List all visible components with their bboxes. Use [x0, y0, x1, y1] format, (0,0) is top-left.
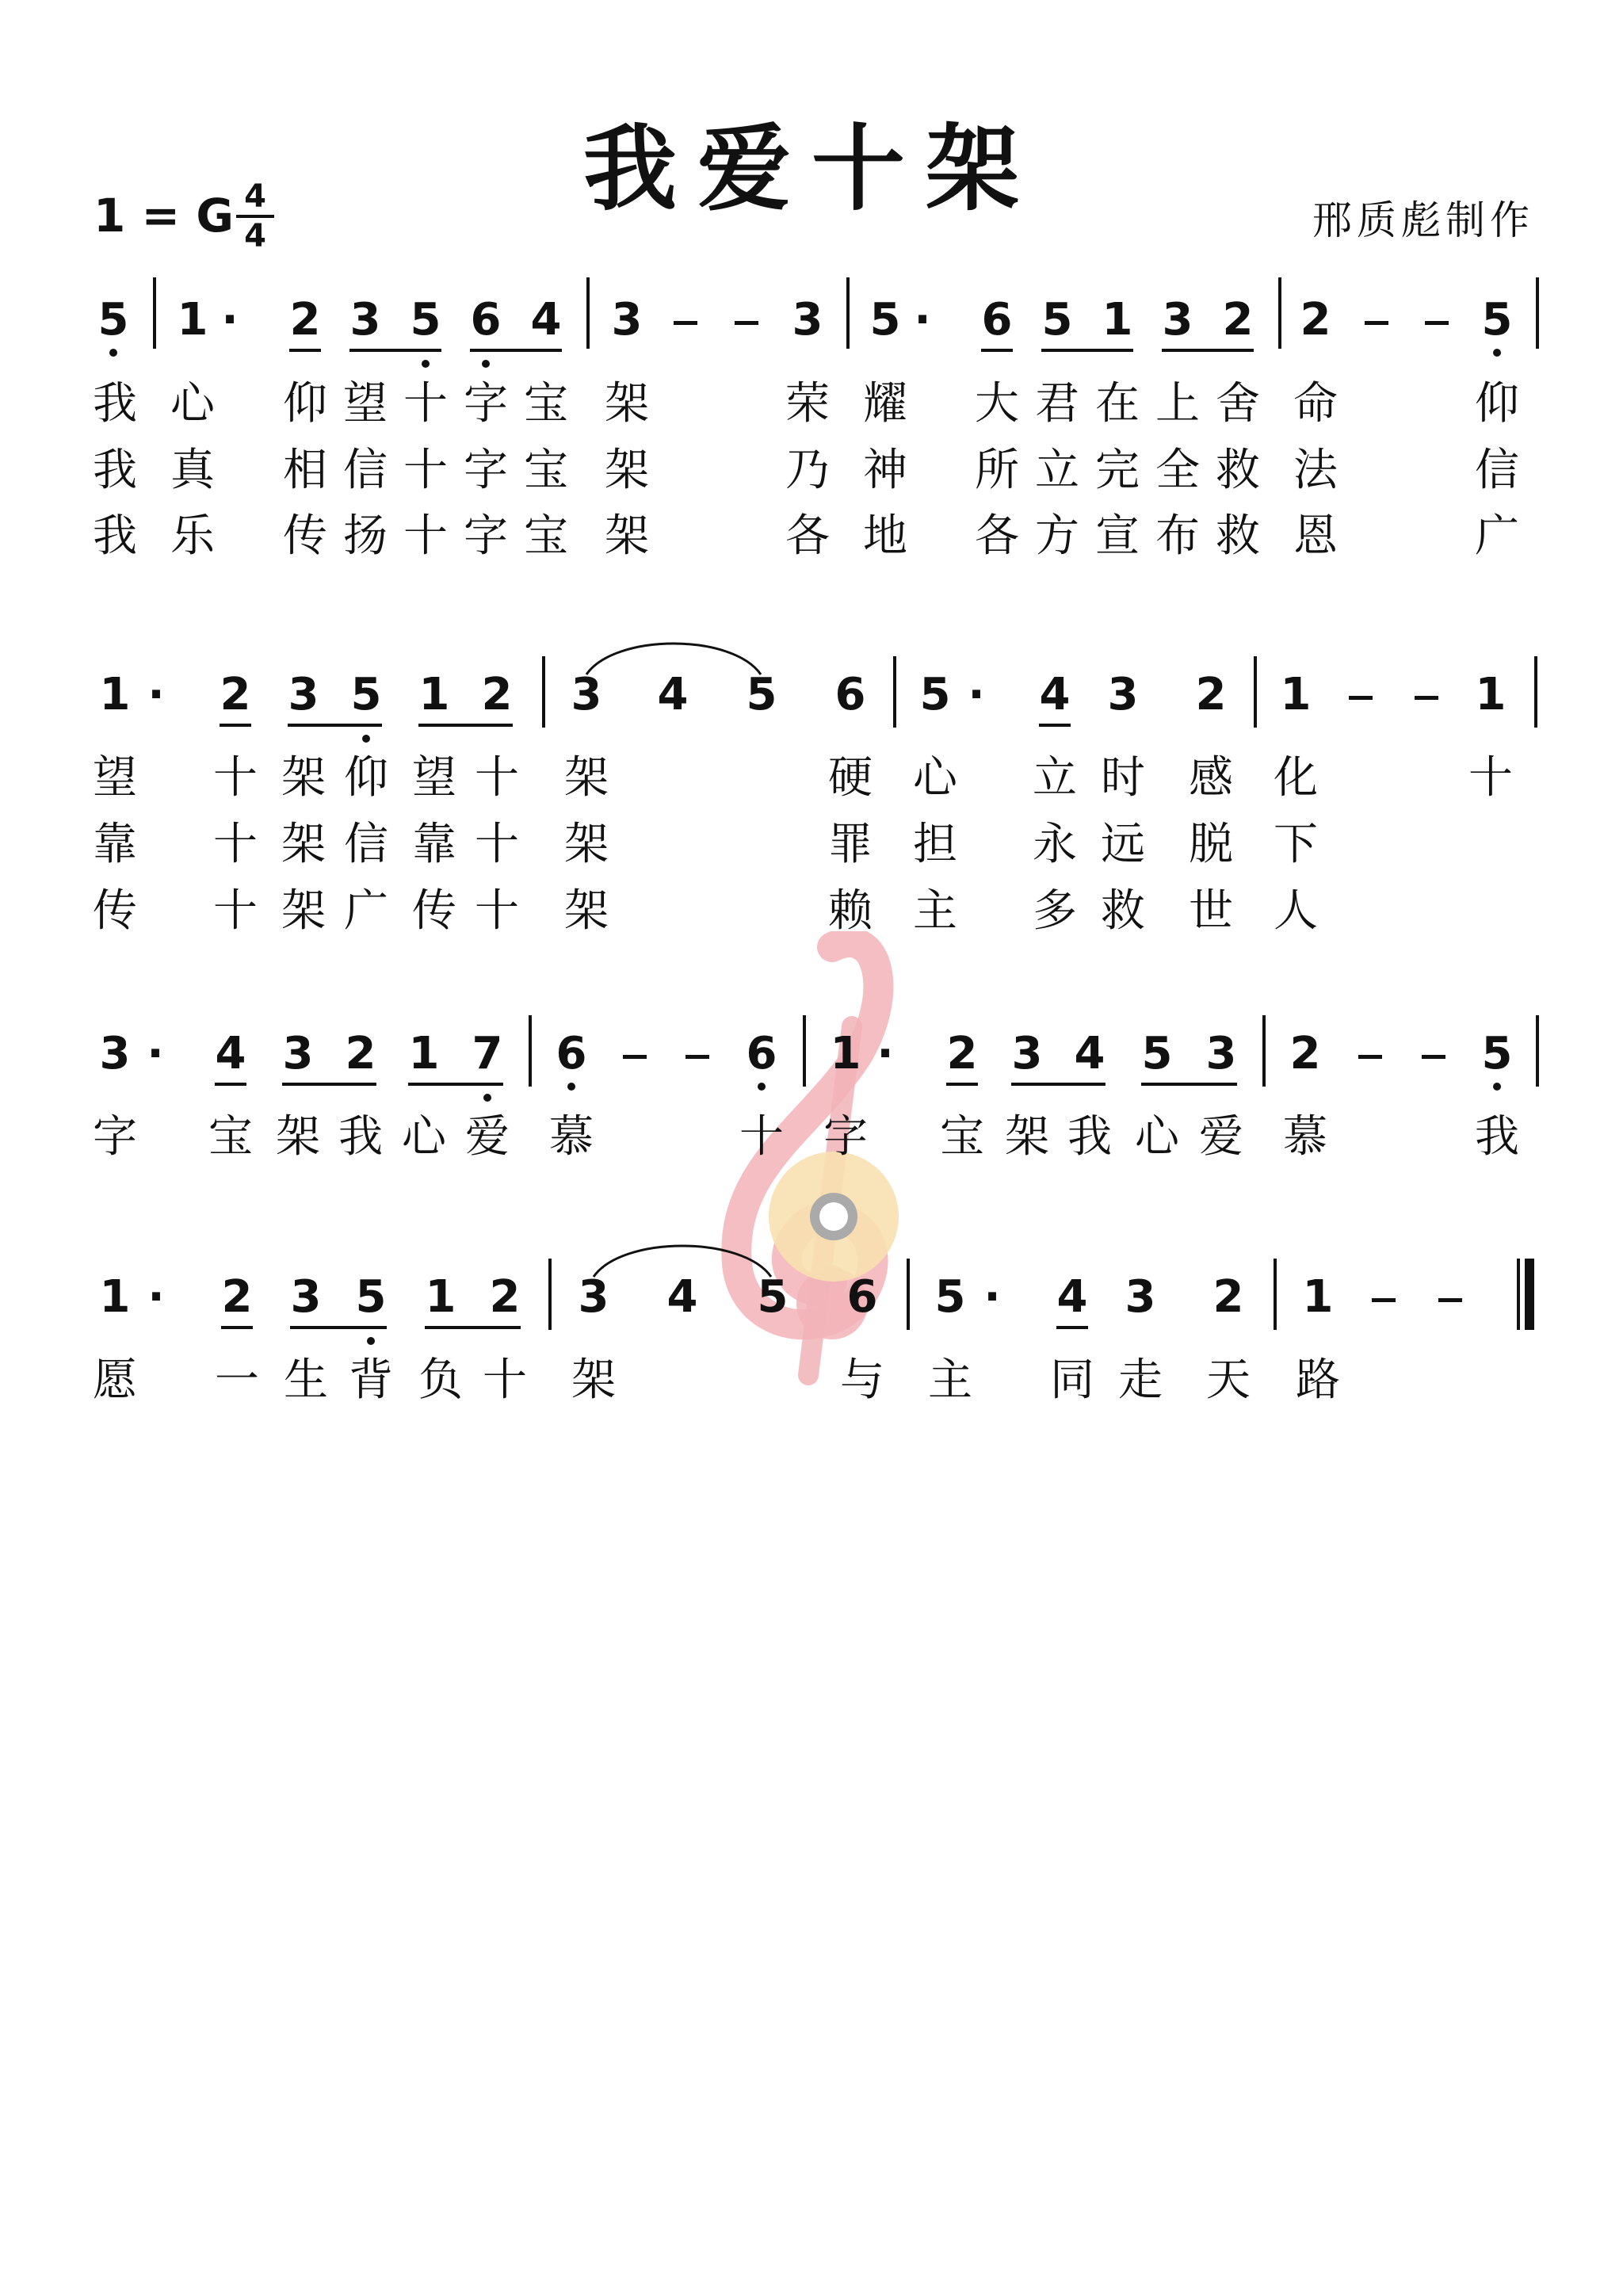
note: 5 — [746, 669, 777, 720]
barline — [1262, 1015, 1266, 1087]
note: · — [147, 1271, 165, 1323]
lyric: 架 — [276, 1111, 320, 1163]
note: 6 — [470, 294, 502, 346]
lyric: 时 — [1101, 752, 1145, 804]
dash — [735, 321, 758, 325]
note: 3 — [1125, 1271, 1156, 1323]
lyric: 方 — [1035, 510, 1079, 562]
lyric: 十 — [213, 885, 258, 937]
dash — [1372, 1298, 1396, 1302]
lyric: 同 — [1050, 1354, 1094, 1406]
lyric: 仰 — [344, 752, 388, 804]
lyric: 我 — [93, 378, 137, 430]
lyric: 心 — [913, 752, 957, 804]
lyric: 与 — [840, 1354, 884, 1406]
lyric: 完 — [1095, 445, 1140, 496]
note: 1 — [830, 1028, 861, 1079]
underline — [981, 349, 1013, 352]
note: 3 — [571, 669, 602, 720]
lyric: 全 — [1155, 445, 1200, 496]
dash — [1438, 1298, 1462, 1302]
lyric: 靠 — [412, 819, 456, 870]
lyric: 十 — [403, 378, 448, 430]
lyric: 信 — [344, 819, 388, 870]
lyric: 我 — [93, 510, 137, 562]
note: 6 — [981, 294, 1013, 346]
barline — [548, 1259, 552, 1330]
barline — [846, 277, 850, 349]
note: 3 — [1011, 1028, 1043, 1079]
lyric: 传 — [412, 885, 456, 937]
note: 2 — [489, 1271, 521, 1323]
low-octave-dot — [362, 735, 370, 743]
lyric: 十 — [475, 752, 519, 804]
lyric: 架 — [564, 885, 609, 937]
time-signature — [236, 178, 274, 254]
lyric: 宝 — [208, 1111, 253, 1163]
lyric: 罪 — [828, 819, 873, 870]
note: 6 — [746, 1028, 777, 1079]
underline — [282, 1083, 376, 1086]
lyric: 扬 — [343, 510, 388, 562]
note: 5 — [1141, 1028, 1173, 1079]
underline — [289, 349, 321, 352]
underline — [408, 1083, 503, 1086]
barline — [907, 1259, 910, 1330]
lyric: 宝 — [524, 445, 568, 496]
underline — [418, 724, 513, 727]
lyric: 君 — [1035, 378, 1079, 430]
dash — [623, 1055, 647, 1059]
lyric: 担 — [913, 819, 957, 870]
lyric: 负 — [418, 1354, 463, 1406]
dash — [1415, 696, 1438, 700]
lyric: 主 — [913, 885, 957, 937]
low-octave-dot — [567, 1083, 575, 1091]
time-sig-bottom: 4 — [244, 218, 266, 254]
lyric: 硬 — [828, 752, 873, 804]
note: 5 — [919, 669, 951, 720]
lyric: 十 — [213, 752, 258, 804]
lyric: 心 — [402, 1111, 446, 1163]
time-sig-top: 4 — [244, 178, 266, 215]
lyric: 化 — [1274, 752, 1318, 804]
note: 4 — [666, 1271, 698, 1323]
author-credit: 邢质彪制作 — [1312, 197, 1534, 243]
lyric: 传 — [283, 510, 327, 562]
underline — [220, 724, 251, 727]
note: 5 — [1481, 1028, 1513, 1079]
note: 2 — [220, 669, 251, 720]
lyric: 传 — [93, 885, 137, 937]
underline — [290, 1326, 387, 1329]
dash — [1422, 1055, 1445, 1059]
lyric: 广 — [1475, 510, 1519, 562]
lyric: 十 — [475, 885, 519, 937]
note: 2 — [481, 669, 513, 720]
lyric: 主 — [928, 1354, 972, 1406]
note: 3 — [349, 294, 381, 346]
lyric: 爱 — [465, 1111, 510, 1163]
lyric: 架 — [564, 819, 609, 870]
note: 1 — [418, 669, 450, 720]
barline — [1536, 277, 1539, 349]
lyric: 乐 — [170, 510, 215, 562]
dash — [1358, 1055, 1382, 1059]
underline — [1039, 724, 1071, 727]
note: 2 — [1212, 1271, 1244, 1323]
note: · — [147, 1028, 164, 1079]
lyric: 心 — [1135, 1111, 1179, 1163]
lyric: 救 — [1101, 885, 1145, 937]
lyric: 耀 — [863, 378, 907, 430]
lyric: 我 — [1067, 1111, 1112, 1163]
note: 4 — [1074, 1028, 1106, 1079]
lyric: 十 — [483, 1354, 527, 1406]
barline — [1534, 656, 1537, 728]
note: · — [147, 669, 165, 720]
note: · — [983, 1271, 1001, 1323]
note: 5 — [97, 294, 129, 346]
lyric: 靠 — [93, 819, 137, 870]
note: 2 — [289, 294, 321, 346]
note: 4 — [1039, 669, 1071, 720]
key-signature: 1 = G — [94, 189, 234, 243]
lyric: 字 — [464, 510, 508, 562]
underline — [1162, 349, 1254, 352]
lyric: 神 — [863, 445, 907, 496]
barline — [893, 656, 896, 728]
lyric: 法 — [1293, 445, 1338, 496]
lyric: 字 — [823, 1111, 868, 1163]
lyric: 立 — [1035, 445, 1079, 496]
lyric: 脱 — [1189, 819, 1233, 870]
final-barline-thin — [1517, 1259, 1520, 1330]
underline — [1141, 1083, 1237, 1086]
note: 2 — [345, 1028, 376, 1079]
lyric: 望 — [93, 752, 137, 804]
note: 2 — [946, 1028, 978, 1079]
lyric: 愿 — [93, 1354, 137, 1406]
lyric: 舍 — [1216, 378, 1260, 430]
note: 3 — [792, 294, 823, 346]
lyric: 命 — [1293, 378, 1338, 430]
dash — [685, 1055, 709, 1059]
lyric: 远 — [1101, 819, 1145, 870]
underline — [946, 1083, 978, 1086]
lyric: 上 — [1155, 378, 1200, 430]
lyric: 十 — [403, 510, 448, 562]
lyric: 宣 — [1095, 510, 1140, 562]
note: 1 — [1302, 1271, 1334, 1323]
note: 2 — [221, 1271, 253, 1323]
lyric: 我 — [93, 445, 137, 496]
underline — [215, 1083, 246, 1086]
lyric: 地 — [863, 510, 907, 562]
note: 3 — [99, 1028, 131, 1079]
low-octave-dot — [109, 349, 117, 357]
underline — [288, 724, 382, 727]
lyric: 生 — [284, 1354, 328, 1406]
barline — [1254, 656, 1257, 728]
note: 5 — [1041, 294, 1073, 346]
lyric: 下 — [1274, 819, 1318, 870]
dash — [1425, 321, 1449, 325]
note: 5 — [869, 294, 901, 346]
lyric: 在 — [1095, 378, 1140, 430]
note: 3 — [288, 669, 319, 720]
lyric: 背 — [349, 1354, 393, 1406]
lyric: 布 — [1155, 510, 1200, 562]
note: · — [876, 1028, 894, 1079]
lyric: 广 — [344, 885, 388, 937]
lyric: 架 — [1005, 1111, 1049, 1163]
note: 5 — [410, 294, 441, 346]
barline — [542, 656, 545, 728]
lyric: 字 — [93, 1111, 137, 1163]
note: 3 — [290, 1271, 322, 1323]
underline — [1056, 1326, 1088, 1329]
note: 6 — [834, 669, 866, 720]
lyric: 字 — [464, 445, 508, 496]
lyric: 各 — [785, 510, 830, 562]
low-octave-dot — [1493, 1083, 1501, 1091]
lyric: 人 — [1274, 885, 1318, 937]
note: 5 — [350, 669, 382, 720]
lyric: 架 — [281, 752, 326, 804]
barline — [803, 1015, 806, 1087]
low-octave-dot — [367, 1337, 375, 1345]
lyric: 架 — [605, 378, 649, 430]
note: 1 — [408, 1028, 440, 1079]
note: 4 — [657, 669, 689, 720]
note: 2 — [1222, 294, 1254, 346]
lyric: 大 — [975, 378, 1019, 430]
underline — [221, 1326, 253, 1329]
song-title: 我爱十架 — [582, 113, 1040, 223]
lyric: 宝 — [940, 1111, 984, 1163]
lyric: 多 — [1033, 885, 1077, 937]
lyric: 路 — [1296, 1354, 1340, 1406]
lyric: 乃 — [785, 445, 830, 496]
low-octave-dot — [422, 360, 430, 368]
note: 3 — [1107, 669, 1139, 720]
note: 5 — [934, 1271, 966, 1323]
low-octave-dot — [758, 1083, 766, 1091]
note: 2 — [1289, 1028, 1321, 1079]
lyric: 所 — [975, 445, 1019, 496]
low-octave-dot — [483, 1094, 491, 1102]
barline — [586, 277, 590, 349]
lyric: 慕 — [549, 1111, 594, 1163]
lyric: 架 — [281, 885, 326, 937]
lyric: 救 — [1216, 445, 1260, 496]
lyric: 走 — [1118, 1354, 1163, 1406]
note: · — [968, 669, 985, 720]
lyric: 我 — [338, 1111, 383, 1163]
note: · — [914, 294, 931, 346]
lyric: 架 — [281, 819, 326, 870]
lyric: 我 — [1475, 1111, 1519, 1163]
lyric: 十 — [475, 819, 519, 870]
lyric: 相 — [283, 445, 327, 496]
lyric: 架 — [605, 510, 649, 562]
underline — [1011, 1083, 1106, 1086]
lyric: 十 — [213, 819, 258, 870]
note: 3 — [578, 1271, 609, 1323]
note: 5 — [1481, 294, 1513, 346]
lyric: 望 — [412, 752, 456, 804]
low-octave-dot — [482, 360, 490, 368]
note: 5 — [757, 1271, 789, 1323]
barline — [1278, 277, 1281, 349]
lyric: 信 — [343, 445, 388, 496]
lyric: 感 — [1189, 752, 1233, 804]
note: 3 — [282, 1028, 314, 1079]
note: 3 — [1205, 1028, 1237, 1079]
note: 1 — [99, 1271, 131, 1323]
lyric: 慕 — [1283, 1111, 1327, 1163]
lyric: 真 — [170, 445, 215, 496]
low-octave-dot — [1493, 349, 1501, 357]
lyric: 天 — [1206, 1354, 1251, 1406]
note: 1 — [425, 1271, 456, 1323]
lyric: 架 — [564, 752, 609, 804]
note: 1 — [99, 669, 131, 720]
note: 4 — [530, 294, 562, 346]
underline — [425, 1326, 521, 1329]
lyric: 宝 — [524, 378, 568, 430]
lyric: 仰 — [1475, 378, 1519, 430]
barline — [1274, 1259, 1277, 1330]
lyric: 仰 — [283, 378, 327, 430]
note: 6 — [556, 1028, 587, 1079]
note: 1 — [177, 294, 208, 346]
barline — [529, 1015, 532, 1087]
dash — [1365, 321, 1388, 325]
note: 1 — [1475, 669, 1507, 720]
lyric: 十 — [739, 1111, 784, 1163]
note: 2 — [1300, 294, 1331, 346]
lyric: 字 — [464, 378, 508, 430]
note: 6 — [846, 1271, 878, 1323]
note: 7 — [472, 1028, 503, 1079]
lyric: 立 — [1033, 752, 1077, 804]
underline — [1041, 349, 1133, 352]
barline — [153, 277, 156, 349]
lyric: 世 — [1189, 885, 1233, 937]
lyric: 十 — [403, 445, 448, 496]
note: 3 — [611, 294, 643, 346]
note: · — [221, 294, 239, 346]
lyric: 各 — [975, 510, 1019, 562]
note: 1 — [1102, 294, 1133, 346]
lyric: 永 — [1033, 819, 1077, 870]
lyric: 十 — [1468, 752, 1513, 804]
note: 3 — [1162, 294, 1193, 346]
underline — [349, 349, 441, 352]
lyric: 宝 — [524, 510, 568, 562]
lyric: 心 — [170, 378, 215, 430]
lyric: 信 — [1475, 445, 1519, 496]
lyric: 赖 — [828, 885, 873, 937]
barline — [1536, 1015, 1539, 1087]
note: 5 — [355, 1271, 387, 1323]
lyric: 恩 — [1293, 510, 1338, 562]
lyric: 救 — [1216, 510, 1260, 562]
dash — [674, 321, 697, 325]
note: 4 — [215, 1028, 246, 1079]
dash — [1349, 696, 1373, 700]
underline — [470, 349, 562, 352]
note: 1 — [1280, 669, 1312, 720]
lyric: 架 — [605, 445, 649, 496]
note: 4 — [1056, 1271, 1088, 1323]
lyric: 爱 — [1199, 1111, 1243, 1163]
lyric: 望 — [343, 378, 388, 430]
final-barline-thick — [1525, 1259, 1534, 1330]
note: 2 — [1195, 669, 1227, 720]
lyric: 一 — [215, 1354, 259, 1406]
lyric: 荣 — [785, 378, 830, 430]
lyric: 架 — [571, 1354, 616, 1406]
